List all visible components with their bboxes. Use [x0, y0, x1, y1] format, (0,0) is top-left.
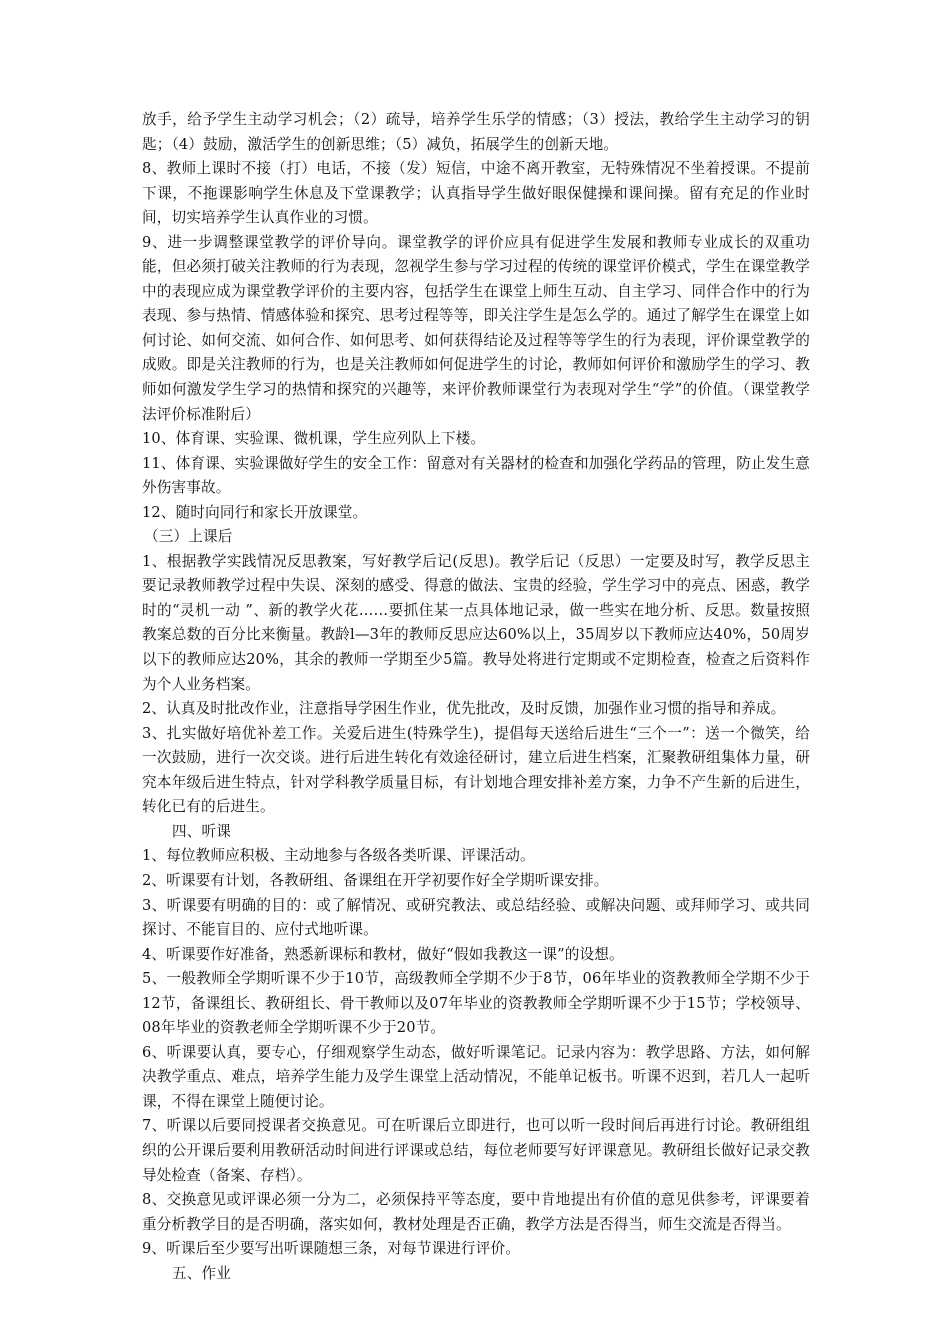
paragraph: 10、体育课、实验课、微机课，学生应列队上下楼。: [142, 430, 486, 448]
paragraph: 5、一般教师全学期听课不少于10节，高级教师全学期不少于8节，06年毕业的资教教师全学期不少于12节，备课组长、教研组长、骨干教师以及07年毕业的资教教师全学期听课不少于15节；学校领导、08年毕业的资教老师全学期听课不少于20节。: [142, 970, 810, 1037]
paragraph: 2、听课要有计划，各教研组、备课组在开学初要作好全学期听课安排。: [142, 871, 609, 889]
paragraph: 1、每位教师应积极、主动地参与各级各类听课、评课活动。: [142, 847, 535, 865]
section-heading: 四、听课: [172, 822, 231, 840]
paragraph: 9、进一步调整课堂教学的评价导向。课堂教学的评价应具有促进学生发展和教师专业成长的双重功能，但必须打破关注教师的行为表现，忽视学生参与学习过程的传统的课堂评价模式，学生在课堂教学中的表现应成为课堂教学评价的主要内容，包括学生在课堂上师生互动、自主学习、同伴合作中的行为表现、参与热情、情感体验和探究、思考过程等等，即关注学生是怎么学的。通过了解学生在课堂上如何讨论、如何交流、如何合作、如何思考、如何获得结论及过程等等学生的行为表现，评价课堂教学的成败。即是关注教师的行为，也是关注教师如何促进学生的讨论，教师如何评价和激励学生的学习、教师如何激发学生学习的热情和探究的兴趣等，来评价教师课堂行为表现对学生“学”的价值。（课堂教学法评价标准附后）: [142, 233, 810, 423]
sub-heading: （三）上课后: [144, 528, 233, 546]
paragraph: 3、听课要有明确的目的：或了解情况、或研究教法、或总结经验、或解决问题、或拜师学习、或共同探讨、不能盲目的、应付式地听课。: [142, 896, 810, 939]
paragraph: 12、随时向同行和家长开放课堂。: [142, 503, 368, 521]
paragraph: 1、根据教学实践情况反思教案，写好教学后记(反思)。教学后记（反思）一定要及时写，教学反思主要记录教师教学过程中失误、深刻的感受、得意的做法、宝贵的经验，学生学习中的亮点、困惑，教学时的“灵机一动 ”、新的教学火花……要抓住某一点具体地记录，做一些实在地分析、反思。数量按照教案总数的百分比来衡量。教龄l—3年的教师反思应达60%以上，35周岁以下教师应达40%，50周岁以下的教师应达20%，其余的教师一学期至少5篇。教导处将进行定期或不定期检查，检查之后资料作为个人业务档案。: [142, 552, 810, 693]
paragraph: 8、教师上课时不接（打）电话，不接（发）短信，中途不离开教室，无特殊情况不坐着授课。不提前下课，不拖课影响学生休息及下堂课教学；认真指导学生做好眼保健操和课间操。留有充足的作业时间，切实培养学生认真作业的习惯。: [142, 160, 810, 227]
paragraph: 4、听课要作好准备，熟悉新课标和教材，做好“假如我教这一课”的设想。: [142, 945, 624, 963]
paragraph: 11、体育课、实验课做好学生的安全工作：留意对有关器材的检查和加强化学药品的管理，防止发生意外伤害事故。: [142, 454, 810, 497]
paragraph: 8、交换意见或评课必须一分为二，必须保持平等态度，要中肯地提出有价值的意见供参考，评课要着重分析教学目的是否明确，落实如何，教材处理是否正确，教学方法是否得当，师生交流是否得当。: [142, 1191, 810, 1233]
paragraph: 9、听课后至少要写出听课随想三条，对每节课进行评价。: [142, 1240, 521, 1258]
section-heading: 五、作业: [172, 1264, 231, 1282]
document-page: [142, 108, 810, 1286]
paragraph: 3、扎实做好培优补差工作。关爱后进生(特殊学生)，提倡每天送给后进生“三个一”：送一个微笑，给一次鼓励，进行一次交谈。进行后进生转化有效途径研讨，建立后进生档案，汇聚教研组集体力量，研究本年级后进生特点，针对学科教学质量目标，有计划地合理安排补差方案，力争不产生新的后进生，转化已有的后进生。: [142, 724, 810, 816]
paragraph: 放手，给予学生主动学习机会；（2）疏导，培养学生乐学的情感；（3）授法，教给学生主动学习的钥匙；（4）鼓励，激活学生的创新思维；（5）减负，拓展学生的创新天地。: [142, 111, 810, 153]
paragraph: 7、听课以后要同授课者交换意见。可在听课后立即进行，也可以听一段时间后再进行讨论。教研组组织的公开课后要利用教研活动时间进行评课或总结，每位老师要写好评课意见。教研组长做好记录交教导处检查（备案、存档）。: [142, 1117, 810, 1184]
paragraph: 6、听课要认真，要专心，仔细观察学生动态，做好听课笔记。记录内容为：教学思路、方法，如何解决教学重点、难点，培养学生能力及学生课堂上活动情况，不能单记板书。听课不迟到，若几人一起听课，不得在课堂上随便讨论。: [142, 1043, 810, 1110]
paragraph: 2、认真及时批改作业，注意指导学困生作业，优先批改，及时反馈，加强作业习惯的指导和养成。: [142, 700, 786, 718]
